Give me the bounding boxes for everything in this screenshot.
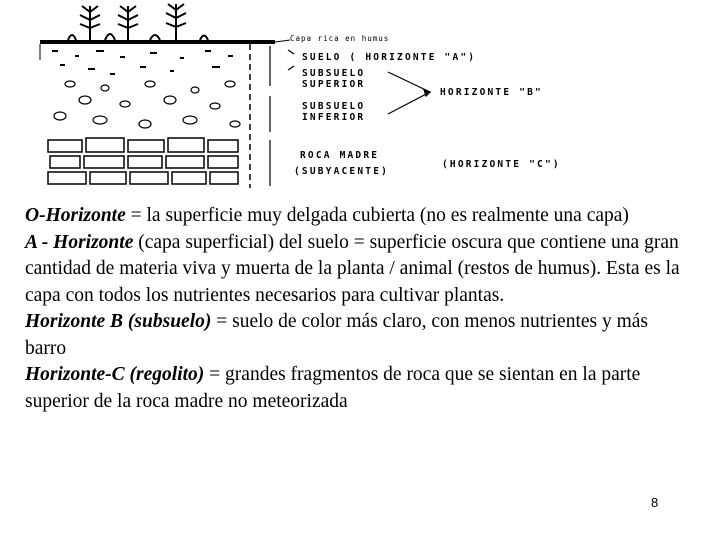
topsoil-texture bbox=[52, 50, 233, 75]
label-subsuelo-superior-1: SUBSUELO bbox=[302, 68, 366, 79]
o-horizon-term: O-Horizonte bbox=[25, 205, 126, 226]
label-roca-madre: ROCA MADRE bbox=[300, 150, 380, 161]
c-horizon-desc: = grandes fragmentos de roca que se sientan en la parte superior de la roca madre no meteorizada bbox=[25, 364, 641, 412]
label-subyacente: (SUBYACENTE) bbox=[294, 166, 390, 177]
o-horizon-desc: = la superficie muy delgada cubierta (no es realmente una capa) bbox=[125, 205, 629, 226]
subsoil-texture bbox=[54, 81, 240, 128]
a-horizon-paragraph bbox=[25, 230, 690, 310]
label-subsuelo-inferior-1: SUBSUELO bbox=[302, 101, 366, 112]
label-humus: Capa rica en humus bbox=[290, 34, 390, 43]
a-horizon-desc: (capa superficial) del suelo = superficie oscura que contiene una gran cantidad de materia viva y muerta de la planta / animal (restos de humus). Esta es la capa con todos los nutrientes necesarios para cultivar plantas. bbox=[25, 231, 680, 306]
horizons-description bbox=[25, 203, 690, 415]
label-subsuelo-inferior-2: INFERIOR bbox=[302, 112, 366, 123]
page-number: 8 bbox=[651, 495, 659, 510]
bedrock-texture bbox=[48, 138, 238, 184]
c-horizon-paragraph bbox=[25, 362, 690, 415]
b-horizon-term: Horizonte B (subsuelo) bbox=[25, 311, 212, 332]
label-horizonte-c: (HORIZONTE "C") bbox=[442, 159, 561, 170]
soil-horizons-diagram bbox=[0, 0, 720, 200]
humus-layer bbox=[40, 40, 275, 44]
label-horizonte-b: HORIZONTE "B" bbox=[440, 87, 543, 98]
plants-illustration bbox=[68, 4, 208, 42]
c-horizon-term: Horizonte-C (regolito) bbox=[25, 364, 205, 385]
b-horizon-desc: = suelo de color más claro, con menos nutrientes y más barro bbox=[25, 311, 649, 359]
label-suelo: SUELO ( HORIZONTE "A") bbox=[302, 52, 477, 63]
label-subsuelo-superior-2: SUPERIOR bbox=[302, 79, 366, 90]
o-horizon-paragraph bbox=[25, 203, 690, 230]
a-horizon-term: A - Horizonte bbox=[25, 231, 134, 253]
b-horizon-paragraph bbox=[25, 309, 690, 362]
